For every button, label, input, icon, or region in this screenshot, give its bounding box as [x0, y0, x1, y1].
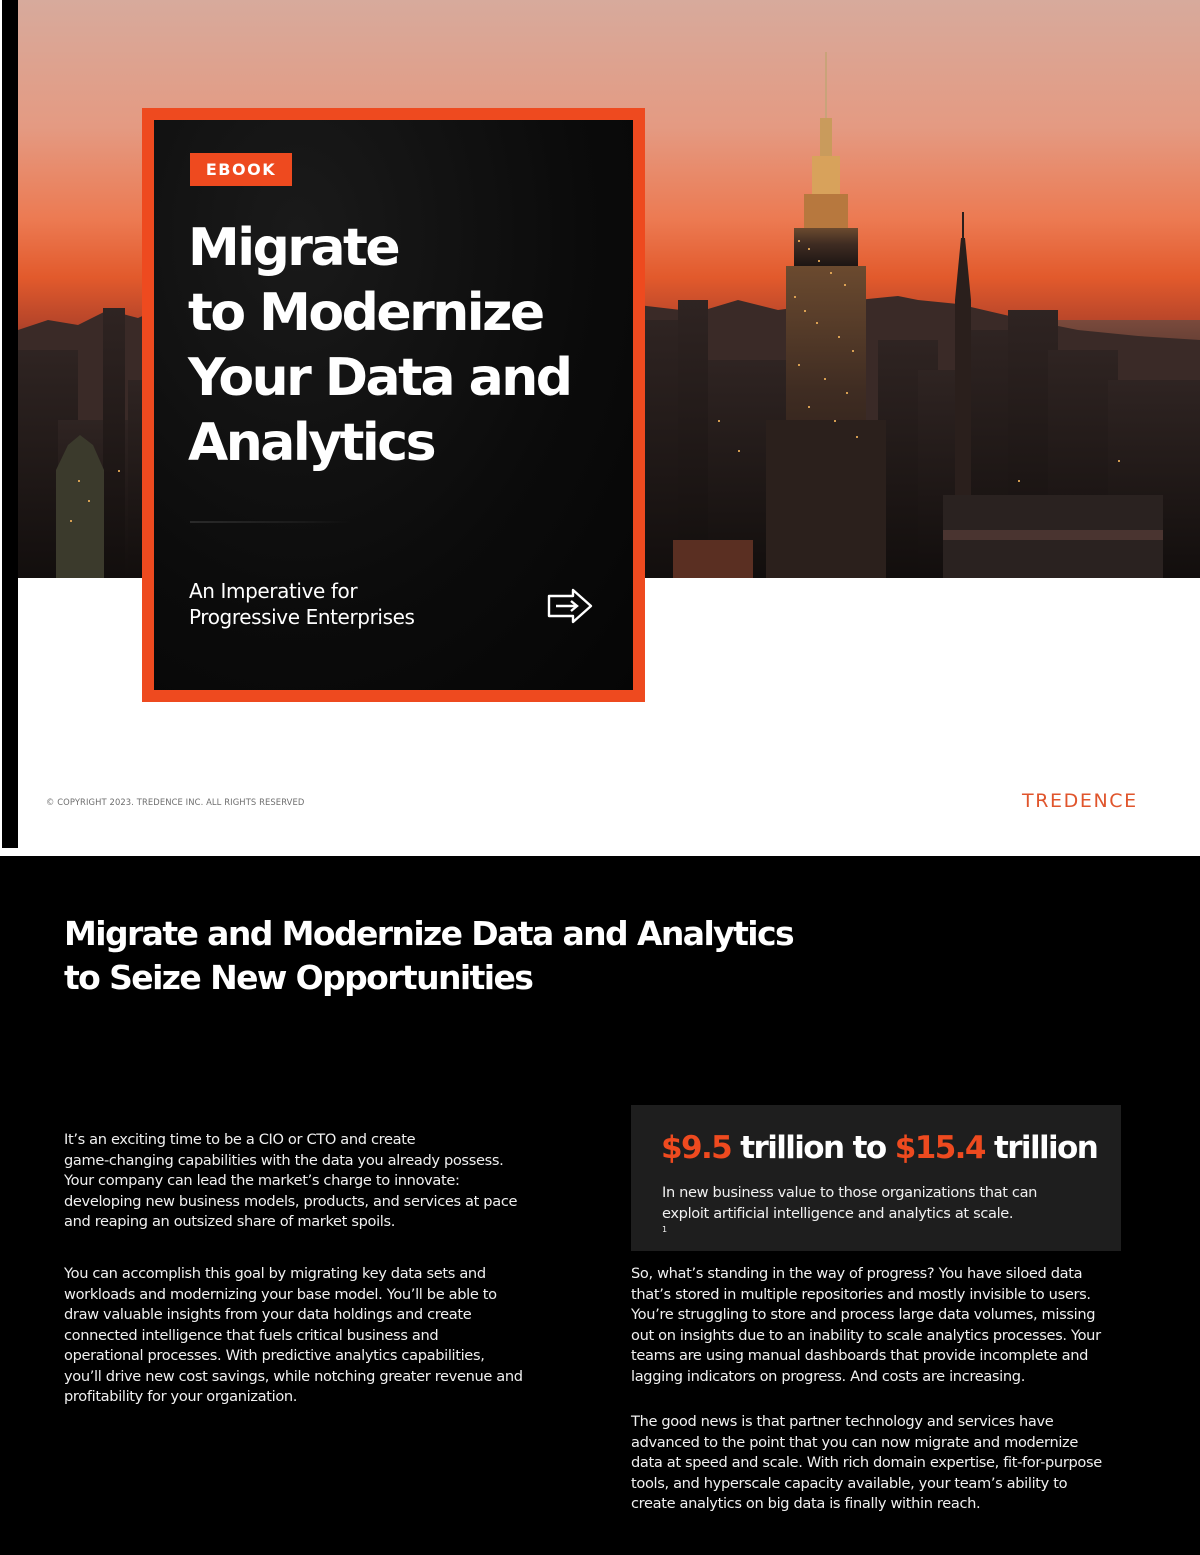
- stat-unit: trillion: [984, 1130, 1098, 1166]
- intro-paragraph: [64, 1130, 517, 1233]
- paragraph-line: and reaping an outsized share of market spoils.: [64, 1213, 396, 1230]
- content-page: [0, 856, 1200, 1555]
- paragraph-line: Your company can lead the market’s charge to innovate:: [64, 1172, 460, 1189]
- cover-title: [188, 216, 608, 476]
- paragraph-line: tools, and hyperscale capacity available, your team’s ability to: [631, 1474, 1068, 1492]
- goal-paragraph: [64, 1264, 523, 1408]
- cover-title-line: Analytics: [188, 413, 435, 473]
- cover-title-line: Your Data and: [188, 348, 571, 408]
- paragraph-line: So, what’s standing in the way of progress? You have siloed data: [631, 1265, 1083, 1282]
- page-title-line: to Seize New Opportunities: [64, 958, 533, 997]
- stat-connector: trillion to: [731, 1130, 895, 1166]
- stat-callout: [631, 1105, 1121, 1251]
- cover-title-line: to Modernize: [188, 283, 543, 343]
- left-edge-bar: [0, 0, 18, 848]
- paragraph-line: workloads and modernizing your base model. You’ll be able to: [64, 1285, 497, 1303]
- paragraph-line: profitability for your organization.: [64, 1388, 298, 1405]
- cover-subtitle-line: An Imperative for: [189, 579, 358, 603]
- paragraph-line: The good news is that partner technology and services have: [631, 1413, 1054, 1430]
- stat-headline: [661, 1130, 1097, 1166]
- stat-description-line: In new business value to those organizations that can: [662, 1184, 1038, 1201]
- paragraph-line: connected intelligence that fuels critical business and: [64, 1326, 439, 1344]
- paragraph-line: create analytics on big data is finally within reach.: [631, 1495, 981, 1512]
- ebook-badge: EBOOK: [190, 153, 292, 186]
- page-title-line: Migrate and Modernize Data and Analytics: [64, 914, 793, 953]
- cover-subtitle-line: Progressive Enterprises: [189, 605, 415, 629]
- paragraph-line: that’s stored in multiple repositories and mostly invisible to users.: [631, 1285, 1091, 1303]
- paragraph-line: you’ll drive new cost savings, while notching greater revenue and: [64, 1367, 523, 1385]
- stat-description: [662, 1183, 1037, 1245]
- arrow-right-icon[interactable]: [546, 588, 594, 624]
- paragraph-line: developing new business models, products, and services at pace: [64, 1192, 518, 1210]
- challenges-paragraph: [631, 1264, 1101, 1387]
- paragraph-line: draw valuable insights from your data holdings and create: [64, 1306, 472, 1323]
- good-news-paragraph: [631, 1412, 1102, 1515]
- stat-description-line: [662, 1204, 1037, 1245]
- cover-subtitle: [189, 578, 519, 630]
- stat-value-low: $9.5: [661, 1130, 732, 1166]
- page-title: [64, 912, 884, 1000]
- paragraph-line: You’re struggling to store and process large data volumes, missing: [631, 1306, 1096, 1323]
- paragraph-line: data at speed and scale. With rich domain expertise, fit-for-purpose: [631, 1454, 1102, 1471]
- cover-title-line: Migrate: [188, 218, 399, 278]
- paragraph-line: advanced to the point that you can now migrate and modernize: [631, 1433, 1078, 1451]
- copyright-notice: © COPYRIGHT 2023. TREDENCE INC. ALL RIGHTS RESERVED: [46, 797, 305, 807]
- stat-description-text: exploit artificial intelligence and analytics at scale.: [662, 1204, 1014, 1222]
- paragraph-line: out on insights due to an inability to scale analytics processes. Your: [631, 1326, 1101, 1344]
- card-divider: [190, 521, 350, 523]
- tredence-logo: TREDENCE: [1022, 790, 1138, 812]
- paragraph-line: It’s an exciting time to be a CIO or CTO and create: [64, 1131, 416, 1148]
- paragraph-line: operational processes. With predictive analytics capabilities,: [64, 1347, 485, 1364]
- paragraph-line: You can accomplish this goal by migrating key data sets and: [64, 1265, 486, 1282]
- footnote-marker: 1: [662, 1225, 667, 1235]
- paragraph-line: game-changing capabilities with the data you already possess.: [64, 1151, 504, 1169]
- stat-value-high: $15.4: [894, 1130, 985, 1166]
- paragraph-line: lagging indicators on progress. And costs are increasing.: [631, 1367, 1025, 1385]
- paragraph-line: teams are using manual dashboards that provide incomplete and: [631, 1347, 1089, 1364]
